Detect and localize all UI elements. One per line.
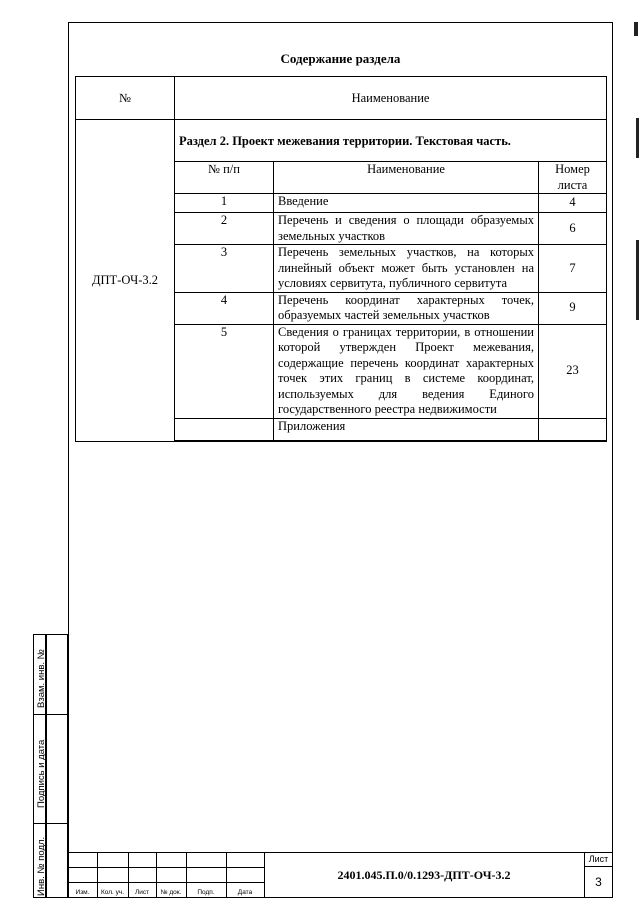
row-num: 2 xyxy=(175,213,274,245)
row-sheet: 9 xyxy=(539,292,607,324)
header-name: Наименование xyxy=(175,77,607,120)
contents-table xyxy=(75,76,607,442)
stamp-label-doc: № док. xyxy=(160,889,182,896)
row-num: 4 xyxy=(175,292,274,324)
stamp-label-podp: Подп. xyxy=(197,889,215,896)
row-name: Сведения о границах территории, в отношении которой утвержден Проект межевания, содержащие перечень координат характерных точек этих границ в системе координат, используемых для ведения Единого государственного реестра недвижимости xyxy=(274,324,539,418)
podpis-label: Подпись и дата xyxy=(36,739,47,808)
scan-mark xyxy=(636,240,639,320)
row-name: Перечень земельных участков, на которых линейный объект может быть установлен на условиях сервитута, публичного сервитута xyxy=(274,245,539,293)
row-name: Перечень координат характерных точек, образуемых частей земельных участков xyxy=(274,292,539,324)
title-block xyxy=(68,852,613,898)
document-code: 2401.045.П.0/0.1293-ДПТ-ОЧ-3.2 xyxy=(337,868,511,882)
inner-header-row xyxy=(175,162,607,194)
table-row xyxy=(175,324,607,418)
stamp-label-data: Дата xyxy=(237,889,253,896)
stamp-label-list: Лист xyxy=(134,889,150,896)
section-title: Раздел 2. Проект межевания территории. Текстовая часть. xyxy=(179,134,511,148)
table-row xyxy=(175,245,607,293)
row-sheet: 6 xyxy=(539,213,607,245)
inner-header-num: № п/п xyxy=(175,162,274,194)
row-sheet: 7 xyxy=(539,245,607,293)
stamp-grid xyxy=(68,852,264,898)
row-num: 5 xyxy=(175,324,274,418)
inner-table xyxy=(174,161,607,441)
row-num: 1 xyxy=(175,194,274,213)
table-row xyxy=(175,292,607,324)
row-num xyxy=(175,418,274,440)
sheet-label: Лист xyxy=(584,852,613,867)
stamp-label-izm: Изм. xyxy=(75,889,90,896)
inner-header-name: Наименование xyxy=(274,162,539,194)
scan-mark xyxy=(636,118,639,158)
inner-header-sheet: Номер листа xyxy=(539,162,607,194)
section-code: ДПТ-ОЧ-3.2 xyxy=(76,120,175,442)
vzam-label-text: Взам. инв. № xyxy=(36,649,47,708)
row-sheet: 4 xyxy=(539,194,607,213)
header-num: № xyxy=(76,77,175,120)
scan-mark xyxy=(634,22,638,36)
row-num: 3 xyxy=(175,245,274,293)
row-name: Введение xyxy=(274,194,539,213)
table-row xyxy=(175,213,607,245)
page-title: Содержание раздела xyxy=(280,51,401,66)
row-name: Перечень и сведения о площади образуемых земельных участков xyxy=(274,213,539,245)
table-row xyxy=(175,194,607,213)
table-row xyxy=(175,418,607,440)
row-sheet xyxy=(539,418,607,440)
section-row xyxy=(76,120,607,442)
row-sheet: 23 xyxy=(539,324,607,418)
row-name: Приложения xyxy=(274,418,539,440)
sheet-number: 3 xyxy=(595,875,602,889)
inv-label: Инв. № подл. xyxy=(36,836,47,896)
stamp-label-kol: Кол. уч. xyxy=(100,889,125,896)
table-header-row xyxy=(76,77,607,120)
